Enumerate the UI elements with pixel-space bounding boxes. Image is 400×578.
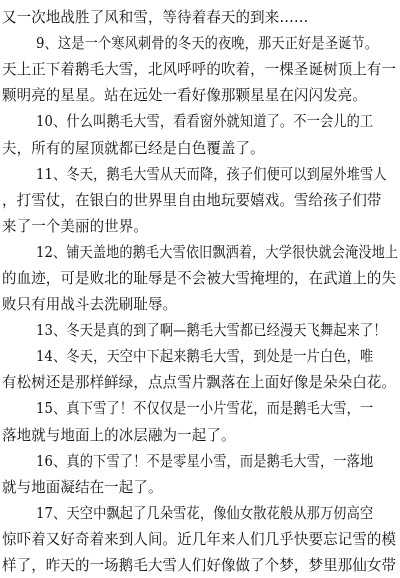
text-line-12: 败只有用战斗去洗刷耻辱。 bbox=[2, 296, 178, 313]
text-line-7: 11、冬天，鹅毛大雪从天而降，孩子们便可以到屋外堆雪人 bbox=[36, 165, 387, 183]
text-line-17: 落地就与地面上的冰层融为一起了。 bbox=[2, 426, 236, 444]
text-line-1: 又一次地战胜了风和雪，等待着春天的到来…… bbox=[2, 9, 309, 26]
text-line-9: 来了一个美丽的世界。 bbox=[2, 217, 148, 235]
text-line-8: ，打雪仗，在银白的世界里自由地玩要嬉戏。雪给孩子们带 bbox=[2, 191, 382, 209]
text-line-4: 颗明亮的星星。站在远处一看好像那颗星星在闪闪发亮。 bbox=[2, 87, 367, 105]
text-line-3: 天上正下着鹅毛大雪，北风呼呼的吹着，一棵圣诞树顶上有一 bbox=[2, 61, 397, 79]
text-line-21: 惊吓着又好奇着来到人间。近几年来人们几乎快要忘记雪的模 bbox=[2, 530, 397, 548]
text-line-19: 就与地面凝结在一起了。 bbox=[2, 478, 163, 496]
text-line-11: 的血迹，可是败北的耻辱是不会被大雪掩埋的，在武道上的失 bbox=[2, 270, 397, 287]
text-line-2: 9、这是一个寒风刺骨的冬天的夜晚，那天正好是圣诞节。 bbox=[36, 35, 379, 53]
text-line-10: 12、铺天盖地的鹅毛大雪依旧飘洒着，大学很快就会淹没地上 bbox=[36, 243, 399, 261]
text-line-14: 14、冬天，天空中下起来鹅毛大雪，到处是一片白色，唯 bbox=[36, 348, 374, 366]
text-line-13: 13、冬天是真的到了啊—鹅毛大雪都已经漫天飞舞起来了！ bbox=[36, 322, 387, 340]
text-line-18: 16、真的下雪了！不是零星小雪，而是鹅毛大雪，一落地 bbox=[36, 452, 374, 470]
text-line-6: 夫，所有的屋顶就都已经是白色覆盖了。 bbox=[2, 139, 265, 157]
text-line-16: 15、真下雪了！不仅仅是一小片雪花，而是鹅毛大雪，一 bbox=[36, 400, 374, 418]
text-line-22: 样了，昨天的一场鹅毛大雪人们好像做了个梦，梦里那仙女带 bbox=[2, 557, 397, 574]
text-line-20: 17、天空中飘起了几朵雪花，像仙女散花般从那万仞高空 bbox=[36, 504, 374, 522]
text-line-15: 有松树还是那样鲜绿，点点雪片飘落在上面好像是朵朵白花。 bbox=[2, 374, 397, 392]
text-line-5: 10、什么叫鹅毛大雪，看看窗外就知道了。不一会儿的工 bbox=[36, 113, 374, 131]
